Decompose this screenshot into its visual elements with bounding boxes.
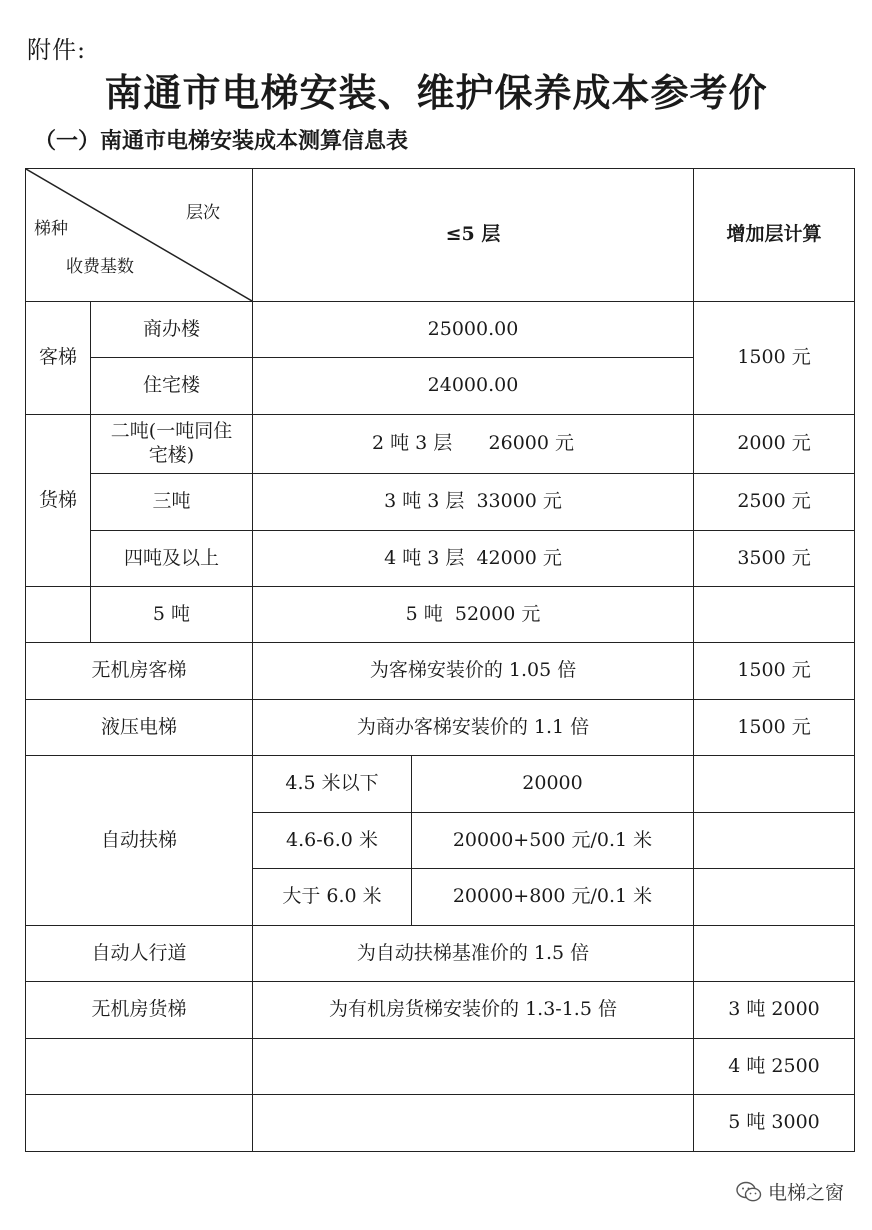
escalator-label: 自动扶梯: [26, 756, 253, 926]
empty-cell: [26, 587, 91, 643]
table-header-row: [26, 169, 855, 302]
row-extra: [694, 926, 855, 982]
row-price: 20000: [412, 756, 694, 813]
watermark-text: 电梯之窗: [767, 1182, 844, 1204]
freight-label: 货梯: [26, 415, 91, 587]
table-row: [26, 926, 855, 982]
table-row: [26, 1039, 855, 1095]
row-type: 住宅楼: [91, 358, 253, 415]
header-base-col: ≤5 层: [253, 169, 694, 302]
row-base: 为自动扶梯基准价的 1.5 倍: [253, 926, 694, 982]
row-type: 无机房客梯: [26, 643, 253, 700]
table-row: [26, 302, 855, 358]
row-extra: 4 吨 2500: [694, 1039, 855, 1095]
attachment-label: 附件:: [27, 36, 87, 64]
row-extra: [694, 869, 855, 926]
row-extra: 2500 元: [694, 474, 855, 531]
row-base: 2 吨 3 层 26000 元: [253, 415, 694, 474]
row-base: 为客梯安装价的 1.05 倍: [253, 643, 694, 700]
row-base: 25000.00: [253, 302, 694, 358]
cost-table: [25, 168, 855, 1152]
table-row: [26, 587, 855, 643]
wechat-icon: [736, 1181, 762, 1203]
row-height: 大于 6.0 米: [253, 869, 412, 926]
empty-cell: [26, 1039, 253, 1095]
table-row: [26, 415, 855, 474]
row-extra: 1500 元: [694, 643, 855, 700]
row-type: 三吨: [91, 474, 253, 531]
table-row: [26, 756, 855, 813]
empty-cell: [26, 1095, 253, 1152]
row-height: 4.6-6.0 米: [253, 813, 412, 869]
row-base: 4 吨 3 层 42000 元: [253, 531, 694, 587]
header-type-label: 梯种: [34, 219, 68, 239]
section-subtitle: （一）南通市电梯安装成本测算信息表: [34, 128, 409, 154]
row-extra: [694, 756, 855, 813]
row-type: 无机房货梯: [26, 982, 253, 1039]
header-corner-cell: [26, 169, 253, 302]
row-extra: 1500 元: [694, 302, 855, 415]
table-row: [26, 700, 855, 756]
row-base: 为有机房货梯安装价的 1.3-1.5 倍: [253, 982, 694, 1039]
row-extra: 5 吨 3000: [694, 1095, 855, 1152]
row-type: 自动人行道: [26, 926, 253, 982]
row-base: 为商办客梯安装价的 1.1 倍: [253, 700, 694, 756]
row-extra: 1500 元: [694, 700, 855, 756]
passenger-label: 客梯: [26, 302, 91, 415]
row-type: 5 吨: [91, 587, 253, 643]
header-extra-col: 增加层计算: [694, 169, 855, 302]
row-extra: 3500 元: [694, 531, 855, 587]
row-base: 3 吨 3 层 33000 元: [253, 474, 694, 531]
table-row: [26, 982, 855, 1039]
row-height: 4.5 米以下: [253, 756, 412, 813]
header-level-label: 层次: [186, 203, 220, 223]
row-price: 20000+500 元/0.1 米: [412, 813, 694, 869]
table-row: [26, 643, 855, 700]
row-extra: [694, 813, 855, 869]
row-extra: 2000 元: [694, 415, 855, 474]
table-row: [26, 474, 855, 531]
row-extra: [694, 587, 855, 643]
row-type: 液压电梯: [26, 700, 253, 756]
table-row: [26, 531, 855, 587]
row-price: 20000+800 元/0.1 米: [412, 869, 694, 926]
header-basis-label: 收费基数: [66, 257, 134, 277]
page-title: 南通市电梯安装、维护保养成本参考价: [104, 70, 768, 115]
row-type: 二吨(一吨同住宅楼): [91, 415, 253, 474]
watermark: [736, 1178, 844, 1205]
row-extra: 3 吨 2000: [694, 982, 855, 1039]
empty-cell: [253, 1095, 694, 1152]
row-base: 5 吨 52000 元: [253, 587, 694, 643]
row-base: 24000.00: [253, 358, 694, 415]
empty-cell: [253, 1039, 694, 1095]
row-type: 四吨及以上: [91, 531, 253, 587]
table-row: [26, 1095, 855, 1152]
row-type: 商办楼: [91, 302, 253, 358]
